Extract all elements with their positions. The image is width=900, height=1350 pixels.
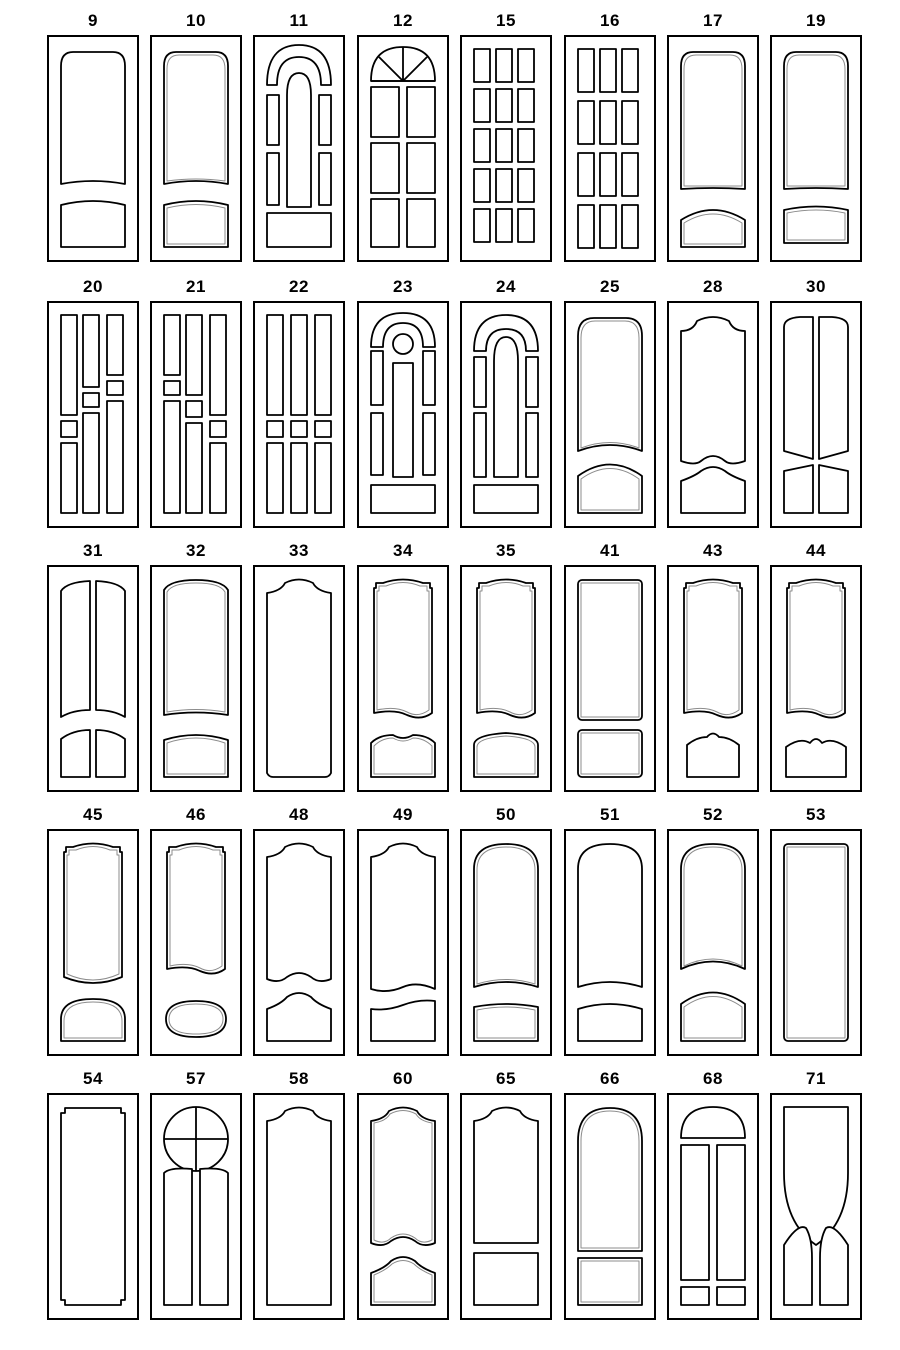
bottom-panel bbox=[371, 485, 435, 513]
bottom-panel bbox=[474, 1004, 538, 1041]
left-panel bbox=[61, 581, 90, 717]
door-panel bbox=[681, 1145, 709, 1280]
door-drawing bbox=[667, 565, 759, 792]
door-model-number: 44 bbox=[806, 541, 826, 560]
door-card bbox=[770, 276, 862, 528]
door-panel bbox=[496, 89, 512, 122]
door-model-number: 43 bbox=[703, 541, 723, 560]
door-card bbox=[47, 1068, 139, 1320]
door-panel bbox=[371, 844, 435, 992]
door-card bbox=[150, 276, 242, 528]
door-drawing bbox=[564, 1093, 656, 1320]
door-drawing bbox=[460, 301, 552, 528]
door-panel bbox=[578, 1108, 642, 1251]
door-card bbox=[564, 276, 656, 528]
door-panel bbox=[291, 421, 307, 437]
door-model-number: 31 bbox=[83, 541, 103, 560]
door-card bbox=[460, 804, 552, 1056]
door-panel bbox=[496, 49, 512, 82]
door-panel bbox=[474, 413, 486, 477]
door-panel bbox=[164, 401, 180, 513]
left-panel bbox=[784, 1227, 812, 1305]
door-model-number: 30 bbox=[806, 277, 826, 296]
door-panel bbox=[600, 49, 616, 92]
door-card bbox=[253, 10, 345, 262]
door-drawing bbox=[564, 35, 656, 262]
tall-panel bbox=[61, 1108, 125, 1305]
tall-panel bbox=[267, 1108, 331, 1306]
door-drawing bbox=[460, 565, 552, 792]
door-model-number: 11 bbox=[289, 11, 309, 30]
door-card bbox=[357, 540, 449, 792]
door-card bbox=[770, 540, 862, 792]
door-card bbox=[667, 540, 759, 792]
door-panel bbox=[578, 580, 642, 720]
door-panel bbox=[526, 413, 538, 477]
door-panel bbox=[315, 315, 331, 415]
bottom-panel bbox=[267, 213, 331, 247]
door-drawing bbox=[460, 1093, 552, 1320]
door-model-number: 45 bbox=[83, 805, 103, 824]
bottom-panel bbox=[164, 201, 228, 247]
door-card bbox=[47, 804, 139, 1056]
door-panel bbox=[107, 401, 123, 513]
door-model-number: 58 bbox=[289, 1069, 309, 1088]
door-panel bbox=[407, 87, 435, 137]
door-panel bbox=[267, 315, 283, 415]
door-model-number: 10 bbox=[186, 11, 206, 30]
door-panel bbox=[578, 844, 642, 987]
door-card bbox=[460, 1068, 552, 1320]
door-panel bbox=[600, 101, 616, 144]
door-model-number: 71 bbox=[806, 1069, 826, 1088]
door-panel bbox=[167, 844, 225, 974]
door-panel bbox=[267, 844, 331, 982]
door-drawing bbox=[667, 829, 759, 1056]
door-model-number: 51 bbox=[600, 805, 620, 824]
door-drawing bbox=[47, 1093, 139, 1320]
door-panel bbox=[371, 351, 383, 405]
door-panel bbox=[787, 580, 845, 718]
door-panel bbox=[474, 209, 490, 242]
door-drawing bbox=[47, 565, 139, 792]
tall-panel bbox=[267, 580, 331, 778]
door-panel bbox=[374, 580, 432, 718]
door-model-number: 49 bbox=[393, 805, 413, 824]
bottom-panel bbox=[786, 739, 846, 777]
door-panel bbox=[107, 315, 123, 375]
door-panel bbox=[61, 421, 77, 437]
door-model-number: 52 bbox=[703, 805, 723, 824]
left-panel bbox=[164, 1169, 192, 1306]
door-card bbox=[357, 804, 449, 1056]
door-model-number: 60 bbox=[393, 1069, 413, 1088]
door-panel bbox=[717, 1145, 745, 1280]
door-model-number: 16 bbox=[600, 11, 620, 30]
bottom-panel bbox=[578, 1258, 642, 1305]
door-panel bbox=[423, 413, 435, 475]
left-panel bbox=[784, 317, 813, 459]
door-card bbox=[47, 276, 139, 528]
center-panel bbox=[287, 73, 311, 207]
door-drawing bbox=[47, 301, 139, 528]
door-drawing bbox=[150, 35, 242, 262]
door-model-number: 34 bbox=[393, 541, 413, 560]
door-panel bbox=[371, 87, 399, 137]
door-card bbox=[460, 10, 552, 262]
door-panel bbox=[83, 413, 99, 513]
door-drawing bbox=[150, 565, 242, 792]
door-card bbox=[667, 1068, 759, 1320]
door-card bbox=[770, 10, 862, 262]
door-card bbox=[357, 1068, 449, 1320]
door-card bbox=[253, 540, 345, 792]
door-panel bbox=[681, 1287, 709, 1305]
bottom-panel bbox=[578, 730, 642, 777]
door-panel bbox=[474, 129, 490, 162]
door-panel bbox=[681, 52, 745, 189]
door-panel bbox=[267, 153, 279, 205]
door-panel bbox=[578, 49, 594, 92]
door-panel bbox=[267, 95, 279, 145]
door-card bbox=[150, 804, 242, 1056]
door-panel bbox=[371, 1108, 435, 1246]
door-card bbox=[150, 10, 242, 262]
door-panel bbox=[819, 465, 848, 513]
door-drawing bbox=[770, 1093, 862, 1320]
sun-circle bbox=[393, 334, 413, 354]
door-panel bbox=[83, 393, 99, 407]
door-panel bbox=[315, 443, 331, 513]
bottom-panel bbox=[578, 465, 642, 514]
door-model-number: 32 bbox=[186, 541, 206, 560]
door-drawing bbox=[253, 565, 345, 792]
door-model-number: 50 bbox=[496, 805, 516, 824]
right-panel bbox=[200, 1169, 228, 1306]
door-panel bbox=[526, 357, 538, 407]
door-model-number: 15 bbox=[496, 11, 516, 30]
door-panel bbox=[407, 199, 435, 247]
door-drawing bbox=[564, 829, 656, 1056]
bottom-panel bbox=[474, 485, 538, 513]
bottom-panel bbox=[681, 210, 745, 247]
door-drawing bbox=[357, 1093, 449, 1320]
door-drawing bbox=[357, 35, 449, 262]
door-panel bbox=[164, 315, 180, 375]
door-panel bbox=[622, 49, 638, 92]
door-panel bbox=[210, 421, 226, 437]
door-panel bbox=[474, 49, 490, 82]
door-panel bbox=[61, 315, 77, 415]
door-card bbox=[564, 804, 656, 1056]
door-card bbox=[564, 10, 656, 262]
door-model-number: 48 bbox=[289, 805, 309, 824]
right-panel bbox=[819, 317, 848, 459]
door-model-number: 53 bbox=[806, 805, 826, 824]
door-drawing bbox=[770, 565, 862, 792]
door-drawing bbox=[357, 565, 449, 792]
door-card bbox=[253, 1068, 345, 1320]
door-card bbox=[460, 540, 552, 792]
door-model-number: 35 bbox=[496, 541, 516, 560]
right-panel bbox=[96, 581, 125, 717]
door-panel bbox=[477, 580, 535, 718]
door-panel bbox=[600, 205, 616, 248]
door-model-number: 24 bbox=[496, 277, 516, 296]
door-panel bbox=[518, 209, 534, 242]
door-panel bbox=[717, 1287, 745, 1305]
door-panel bbox=[107, 381, 123, 395]
bottom-panel bbox=[687, 734, 739, 778]
door-model-number: 9 bbox=[88, 11, 98, 30]
door-card bbox=[150, 540, 242, 792]
door-card bbox=[770, 804, 862, 1056]
door-drawing bbox=[253, 35, 345, 262]
door-model-number: 17 bbox=[703, 11, 723, 30]
door-card bbox=[47, 10, 139, 262]
door-panel bbox=[474, 1108, 538, 1244]
door-drawing bbox=[770, 301, 862, 528]
door-card bbox=[667, 10, 759, 262]
center-panel bbox=[393, 363, 413, 477]
door-panel bbox=[291, 315, 307, 415]
door-drawing bbox=[253, 829, 345, 1056]
door-panel bbox=[496, 209, 512, 242]
door-model-number: 28 bbox=[703, 277, 723, 296]
door-model-number: 20 bbox=[83, 277, 103, 296]
door-drawing bbox=[150, 301, 242, 528]
door-panel bbox=[96, 730, 125, 777]
door-panel bbox=[319, 95, 331, 145]
door-card bbox=[460, 276, 552, 528]
door-panel bbox=[371, 143, 399, 193]
door-panel bbox=[267, 443, 283, 513]
door-card bbox=[564, 540, 656, 792]
door-panel bbox=[684, 580, 742, 718]
door-drawing bbox=[667, 1093, 759, 1320]
door-panel bbox=[267, 421, 283, 437]
door-model-number: 68 bbox=[703, 1069, 723, 1088]
door-drawing bbox=[460, 829, 552, 1056]
door-panel bbox=[474, 844, 538, 987]
door-panel bbox=[61, 443, 77, 513]
door-panel bbox=[474, 169, 490, 202]
door-panel bbox=[319, 153, 331, 205]
door-card bbox=[253, 804, 345, 1056]
door-card bbox=[357, 276, 449, 528]
door-panel bbox=[407, 143, 435, 193]
door-drawing bbox=[47, 35, 139, 262]
door-panel bbox=[622, 101, 638, 144]
door-panel bbox=[61, 52, 125, 184]
door-panel bbox=[518, 169, 534, 202]
door-model-number: 33 bbox=[289, 541, 309, 560]
door-panel bbox=[600, 153, 616, 196]
bottom-panel bbox=[578, 1004, 642, 1041]
door-panel bbox=[423, 351, 435, 405]
door-model-number: 22 bbox=[289, 277, 309, 296]
door-panel bbox=[371, 199, 399, 247]
door-card bbox=[253, 276, 345, 528]
door-card bbox=[357, 10, 449, 262]
door-panel bbox=[578, 205, 594, 248]
door-panel bbox=[784, 465, 813, 513]
door-card bbox=[150, 1068, 242, 1320]
bottom-panel bbox=[61, 201, 125, 247]
door-drawing bbox=[564, 301, 656, 528]
door-panel bbox=[496, 129, 512, 162]
door-panel bbox=[83, 315, 99, 387]
door-panel bbox=[681, 844, 745, 969]
door-panel bbox=[474, 89, 490, 122]
door-panel bbox=[622, 205, 638, 248]
door-panel bbox=[164, 381, 180, 395]
door-panel bbox=[474, 357, 486, 407]
door-panel bbox=[371, 413, 383, 475]
bottom-panel bbox=[681, 993, 745, 1042]
door-panel bbox=[681, 317, 745, 464]
door-panel bbox=[578, 318, 642, 451]
door-panel bbox=[210, 443, 226, 513]
door-drawing bbox=[770, 35, 862, 262]
door-panel bbox=[578, 101, 594, 144]
door-panel bbox=[496, 169, 512, 202]
door-panel bbox=[186, 315, 202, 395]
door-drawing bbox=[357, 301, 449, 528]
door-model-number: 57 bbox=[186, 1069, 206, 1088]
door-card bbox=[667, 804, 759, 1056]
door-panel bbox=[315, 421, 331, 437]
door-panel bbox=[61, 730, 90, 777]
door-drawing bbox=[770, 829, 862, 1056]
door-drawing bbox=[564, 565, 656, 792]
right-panel bbox=[820, 1227, 848, 1305]
center-panel bbox=[494, 337, 518, 477]
door-card bbox=[770, 1068, 862, 1320]
door-panel bbox=[64, 844, 122, 984]
door-model-number: 25 bbox=[600, 277, 620, 296]
door-drawing bbox=[150, 1093, 242, 1320]
door-model-number: 41 bbox=[600, 541, 620, 560]
door-panel bbox=[164, 52, 228, 184]
bottom-panel bbox=[474, 1253, 538, 1305]
door-model-number: 19 bbox=[806, 11, 826, 30]
door-panel bbox=[784, 52, 848, 189]
door-panel bbox=[518, 89, 534, 122]
door-panel bbox=[164, 580, 228, 715]
door-drawing bbox=[667, 301, 759, 528]
door-drawing bbox=[150, 829, 242, 1056]
door-panel bbox=[291, 443, 307, 513]
door-panel bbox=[622, 153, 638, 196]
door-model-number: 66 bbox=[600, 1069, 620, 1088]
door-panel bbox=[518, 129, 534, 162]
door-model-number: 21 bbox=[186, 277, 206, 296]
door-model-number: 65 bbox=[496, 1069, 516, 1088]
door-drawing bbox=[253, 1093, 345, 1320]
door-panel bbox=[578, 153, 594, 196]
lens-panel bbox=[166, 1001, 226, 1037]
door-panel bbox=[518, 49, 534, 82]
door-panel bbox=[186, 401, 202, 417]
tall-panel bbox=[784, 844, 848, 1041]
door-model-number: 23 bbox=[393, 277, 413, 296]
door-model-number: 12 bbox=[393, 11, 413, 30]
bottom-panel bbox=[61, 999, 125, 1041]
door-card bbox=[47, 540, 139, 792]
door-drawing bbox=[460, 35, 552, 262]
door-panel bbox=[186, 423, 202, 513]
door-card bbox=[667, 276, 759, 528]
door-panel bbox=[210, 315, 226, 415]
door-drawing bbox=[667, 35, 759, 262]
door-drawing bbox=[357, 829, 449, 1056]
door-drawing bbox=[253, 301, 345, 528]
door-model-number: 54 bbox=[83, 1069, 103, 1088]
door-model-number: 46 bbox=[186, 805, 206, 824]
door-drawing bbox=[47, 829, 139, 1056]
door-card bbox=[564, 1068, 656, 1320]
